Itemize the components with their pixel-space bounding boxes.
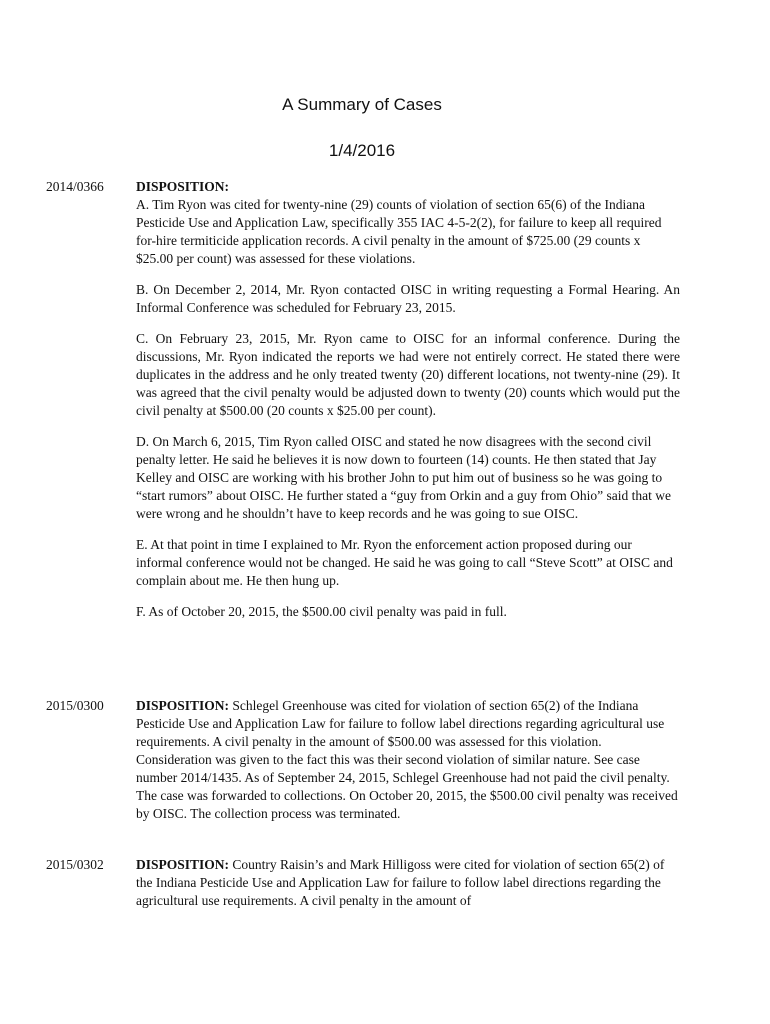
case-paragraph: E. At that point in time I explained to Mr. Ryon the enforcement action proposed during our informal conference would not be changed. He said he was going to call “Steve Scott” at OISC and complain about me. He then hung up.	[136, 537, 673, 588]
case-paragraph: D. On March 6, 2015, Tim Ryon called OISC and stated he now disagrees with the second civil penalty letter. He said he believes it is now down to fourteen (14) counts. He then stated that Jay Kelley and OISC are working with his brother John to put him out of business so he was going to “start rumors” about OISC. He further stated a “guy from Orkin and a guy from Ohio” said that we were wrong and he shouldn’t have to keep records and he was going to sue OISC.	[136, 434, 671, 521]
disposition-label: DISPOSITION:	[136, 857, 230, 872]
case-number: 2014/0366	[46, 179, 104, 194]
disposition-label: DISPOSITION:	[136, 179, 230, 194]
case-paragraph: C. On February 23, 2015, Mr. Ryon came to OISC for an informal conference. During the discussions, Mr. Ryon indicated the reports we had were not entirely correct. He stated there were duplicates in the address and he only treated twenty (20) different locations, not twenty-nine (29). It was agreed that the civil penalty would be adjusted down to twenty (20) counts which would put the civil penalty at $500.00 (20 counts x $25.00 per count).	[136, 331, 680, 418]
case-body	[136, 178, 680, 634]
document-date: 1/4/2016	[328, 141, 396, 160]
case-body	[136, 856, 680, 923]
case-text: Schlegel Greenhouse was cited for violation of section 65(2) of the Indiana Pesticide Use and Application Law for failure to follow label directions regarding agricultural use requirements. A civil penalty in the amount of $500.00 was assessed for this violation. Consideration was given to the fact this was their second violation of similar nature. See case number 2014/1435. As of September 24, 2015, Schlegel Greenhouse had not paid the civil penalty. The case was forwarded to collections. On October 20, 2015, the $500.00 civil penalty was received by OISC. The collection process was terminated.	[136, 698, 678, 821]
case-number: 2015/0302	[46, 857, 104, 872]
case-number: 2015/0300	[46, 698, 104, 713]
document-title: A Summary of Cases	[282, 95, 442, 114]
disposition-label: DISPOSITION:	[136, 698, 230, 713]
case-text: Country Raisin’s and Mark Hilligoss were cited for violation of section 65(2) of the Indiana Pesticide Use and Application Law for failure to follow label directions regarding the agricultural use requirements. A civil penalty in the amount of	[136, 857, 665, 908]
case-body	[136, 697, 680, 836]
case-paragraph: F. As of October 20, 2015, the $500.00 civil penalty was paid in full.	[136, 604, 507, 619]
case-paragraph: A. Tim Ryon was cited for twenty-nine (29) counts of violation of section 65(6) of the Indiana Pesticide Use and Application Law, specifically 355 IAC 4-5-2(2), for failure to keep all required for-hire termiticide application records. A civil penalty in the amount of $725.00 (29 counts x $25.00 per count) was assessed for these violations.	[136, 197, 662, 266]
case-paragraph: B. On December 2, 2014, Mr. Ryon contacted OISC in writing requesting a Formal Hearing. An Informal Conference was scheduled for February 23, 2015.	[136, 282, 680, 315]
